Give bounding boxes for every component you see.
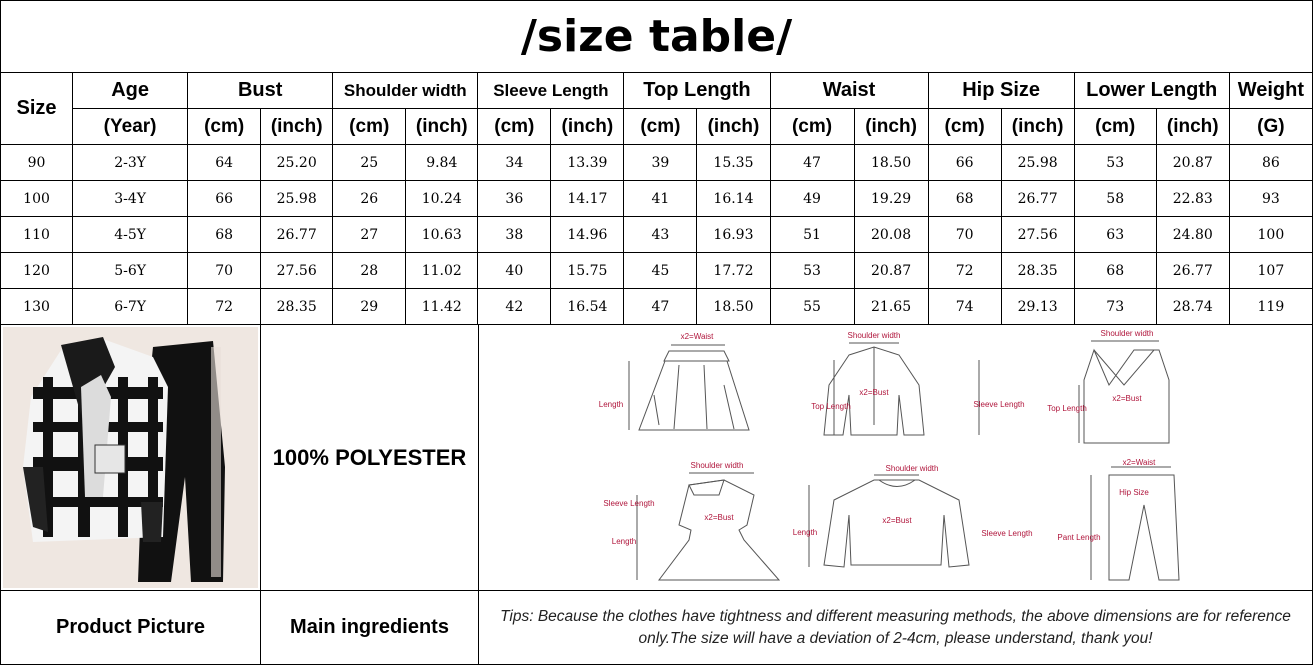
diagram-label-pant-length: Pant Length xyxy=(1057,533,1101,542)
diagram-label-bust-3: x2=Bust xyxy=(704,513,734,522)
tips-cell xyxy=(478,590,1313,665)
column-header: Shoulder width xyxy=(333,73,478,109)
unit-header: (cm) xyxy=(333,109,406,145)
table-cell: 5-6Y xyxy=(73,253,188,289)
table-cell: 120 xyxy=(1,253,73,289)
diagram-label-bust-2: x2=Bust xyxy=(1112,394,1142,403)
table-cell: 17.72 xyxy=(697,253,770,289)
table-cell: 15.75 xyxy=(551,253,624,289)
unit-header: (G) xyxy=(1229,109,1312,145)
table-cell: 53 xyxy=(1074,145,1156,181)
table-row xyxy=(1,289,1313,325)
table-cell: 70 xyxy=(188,253,261,289)
table-cell: 28.35 xyxy=(1001,253,1074,289)
product-photo xyxy=(3,327,258,588)
table-cell: 66 xyxy=(188,181,261,217)
diagram-label-hip-size: Hip Size xyxy=(1119,488,1149,497)
table-cell: 25.98 xyxy=(261,181,333,217)
table-cell: 14.96 xyxy=(551,217,624,253)
garment-diagrams xyxy=(479,325,1312,590)
table-cell: 20.87 xyxy=(1156,145,1229,181)
column-header: Sleeve Length xyxy=(478,73,624,109)
table-row xyxy=(1,217,1313,253)
page-title: /size table/ xyxy=(1,1,1313,73)
table-cell: 28.74 xyxy=(1156,289,1229,325)
table-cell: 15.35 xyxy=(697,145,770,181)
table-cell: 16.14 xyxy=(697,181,770,217)
unit-header: (inch) xyxy=(261,109,333,145)
table-cell: 100 xyxy=(1229,217,1312,253)
diagram-label-waist: x2=Waist xyxy=(680,332,714,341)
column-header: Bust xyxy=(188,73,333,109)
column-header: Hip Size xyxy=(928,73,1074,109)
table-cell: 93 xyxy=(1229,181,1312,217)
table-cell: 13.39 xyxy=(551,145,624,181)
diagram-label-sleeve-length-2: Sleeve Length xyxy=(603,499,655,508)
table-cell: 47 xyxy=(770,145,854,181)
table-cell: 43 xyxy=(624,217,697,253)
table-cell: 28 xyxy=(333,253,406,289)
table-cell: 27 xyxy=(333,217,406,253)
table-cell: 68 xyxy=(188,217,261,253)
diagram-label-waist-2: x2=Waist xyxy=(1122,458,1156,467)
table-cell: 34 xyxy=(478,145,551,181)
column-header: Top Length xyxy=(624,73,770,109)
table-cell: 68 xyxy=(1074,253,1156,289)
table-cell: 38 xyxy=(478,217,551,253)
size-header: Size xyxy=(1,73,73,145)
table-cell: 41 xyxy=(624,181,697,217)
table-cell: 26.77 xyxy=(1156,253,1229,289)
table-cell: 36 xyxy=(478,181,551,217)
table-cell: 47 xyxy=(624,289,697,325)
diagram-label-length-2: Length xyxy=(611,537,637,546)
table-cell: 18.50 xyxy=(854,145,928,181)
table-cell: 73 xyxy=(1074,289,1156,325)
table-cell: 74 xyxy=(928,289,1001,325)
table-cell: 39 xyxy=(624,145,697,181)
table-cell: 90 xyxy=(1,145,73,181)
product-picture-label: Product Picture xyxy=(0,590,261,665)
table-cell: 68 xyxy=(928,181,1001,217)
table-row xyxy=(1,145,1313,181)
table-cell: 19.29 xyxy=(854,181,928,217)
table-cell: 2-3Y xyxy=(73,145,188,181)
diagram-label-length: Length xyxy=(598,400,624,409)
table-cell: 22.83 xyxy=(1156,181,1229,217)
unit-header: (inch) xyxy=(406,109,478,145)
table-cell: 28.35 xyxy=(261,289,333,325)
column-header: Weight xyxy=(1229,73,1312,109)
table-cell: 24.80 xyxy=(1156,217,1229,253)
table-cell: 70 xyxy=(928,217,1001,253)
table-cell: 40 xyxy=(478,253,551,289)
table-cell: 27.56 xyxy=(1001,217,1074,253)
unit-header: (inch) xyxy=(854,109,928,145)
table-cell: 20.08 xyxy=(854,217,928,253)
column-header: Lower Length xyxy=(1074,73,1229,109)
material-value: 100% POLYESTER xyxy=(260,324,479,591)
table-cell: 72 xyxy=(928,253,1001,289)
unit-header: (cm) xyxy=(188,109,261,145)
table-cell: 25.20 xyxy=(261,145,333,181)
table-cell: 100 xyxy=(1,181,73,217)
column-header: Age xyxy=(73,73,188,109)
diagram-label-shoulder-width-4: Shoulder width xyxy=(885,464,939,473)
diagram-label-sleeve-length-3: Sleeve Length xyxy=(981,529,1033,538)
table-cell: 58 xyxy=(1074,181,1156,217)
diagram-label-bust-4: x2=Bust xyxy=(882,516,912,525)
unit-header: (cm) xyxy=(478,109,551,145)
unit-header: (inch) xyxy=(1001,109,1074,145)
table-row xyxy=(1,253,1313,289)
table-cell: 11.02 xyxy=(406,253,478,289)
main-ingredients-label: Main ingredients xyxy=(260,590,479,665)
diagram-label-top-length: Top Length xyxy=(811,402,851,411)
diagram-label-length-3: Length xyxy=(792,528,818,537)
table-cell: 16.54 xyxy=(551,289,624,325)
table-cell: 26.77 xyxy=(1001,181,1074,217)
diagram-label-shoulder-width-2: Shoulder width xyxy=(1100,329,1154,338)
unit-header: (cm) xyxy=(1074,109,1156,145)
table-cell: 4-5Y xyxy=(73,217,188,253)
table-cell: 20.87 xyxy=(854,253,928,289)
tips-text: Tips: Because the clothes have tightness and different measuring methods, the above dimensions are for reference only.The size will have a deviation of 2-4cm, please understand, thank you! xyxy=(500,607,1291,647)
table-cell: 119 xyxy=(1229,289,1312,325)
table-cell: 9.84 xyxy=(406,145,478,181)
table-cell: 49 xyxy=(770,181,854,217)
measurement-diagrams xyxy=(478,324,1313,591)
table-cell: 26 xyxy=(333,181,406,217)
table-cell: 66 xyxy=(928,145,1001,181)
table-cell: 18.50 xyxy=(697,289,770,325)
table-cell: 63 xyxy=(1074,217,1156,253)
table-cell: 130 xyxy=(1,289,73,325)
table-cell: 14.17 xyxy=(551,181,624,217)
table-cell: 72 xyxy=(188,289,261,325)
table-cell: 53 xyxy=(770,253,854,289)
table-cell: 6-7Y xyxy=(73,289,188,325)
diagram-label-top-length-2: Top Length xyxy=(1047,404,1087,413)
table-cell: 64 xyxy=(188,145,261,181)
size-table xyxy=(0,0,1313,325)
table-cell: 29 xyxy=(333,289,406,325)
table-cell: 86 xyxy=(1229,145,1312,181)
table-row xyxy=(1,181,1313,217)
unit-header: (inch) xyxy=(697,109,770,145)
unit-header: (inch) xyxy=(551,109,624,145)
column-header: Waist xyxy=(770,73,928,109)
diagram-label-shoulder-width-3: Shoulder width xyxy=(690,461,744,470)
unit-header: (inch) xyxy=(1156,109,1229,145)
info-section xyxy=(0,324,1313,665)
table-cell: 25.98 xyxy=(1001,145,1074,181)
product-photo-cell xyxy=(0,324,261,591)
table-cell: 21.65 xyxy=(854,289,928,325)
table-cell: 107 xyxy=(1229,253,1312,289)
diagram-label-shoulder-width: Shoulder width xyxy=(847,331,901,340)
table-cell: 45 xyxy=(624,253,697,289)
unit-header: (cm) xyxy=(624,109,697,145)
table-cell: 51 xyxy=(770,217,854,253)
table-cell: 27.56 xyxy=(261,253,333,289)
table-cell: 25 xyxy=(333,145,406,181)
table-cell: 26.77 xyxy=(261,217,333,253)
table-cell: 42 xyxy=(478,289,551,325)
table-cell: 11.42 xyxy=(406,289,478,325)
table-cell: 55 xyxy=(770,289,854,325)
unit-header: (cm) xyxy=(928,109,1001,145)
table-cell: 3-4Y xyxy=(73,181,188,217)
table-cell: 29.13 xyxy=(1001,289,1074,325)
unit-header: (cm) xyxy=(770,109,854,145)
table-cell: 10.63 xyxy=(406,217,478,253)
table-cell: 16.93 xyxy=(697,217,770,253)
table-cell: 110 xyxy=(1,217,73,253)
unit-header: (Year) xyxy=(73,109,188,145)
table-cell: 10.24 xyxy=(406,181,478,217)
diagram-label-bust: x2=Bust xyxy=(859,388,889,397)
diagram-label-sleeve-length: Sleeve Length xyxy=(973,400,1025,409)
